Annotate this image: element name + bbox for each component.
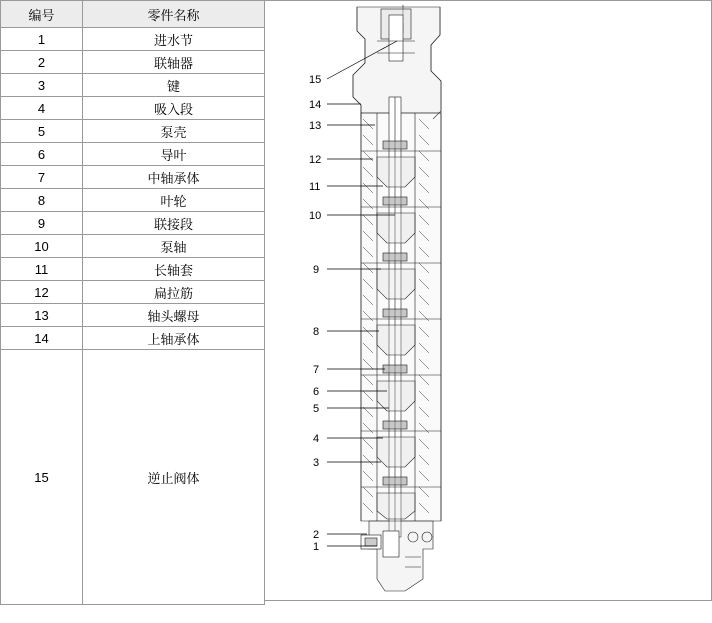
pump-assembly-drawing-panel [264,0,712,601]
cell-name: 轴头螺母 [83,304,265,327]
callout-13: 13 [309,120,322,132]
cell-name: 长轴套 [83,258,265,281]
table-row [1,235,265,258]
cell-name: 叶轮 [83,189,265,212]
cell-name: 上轴承体 [83,327,265,350]
cell-name: 吸入段 [83,97,265,120]
column-header-no: 编号 [1,1,83,28]
callout-10: 10 [309,210,322,222]
callout-1: 1 [313,541,320,553]
cell-no: 13 [1,304,83,327]
suction-inlet-section [361,521,433,591]
cell-no: 2 [1,51,83,74]
table-row [1,97,265,120]
pump-assembly-svg [265,1,711,600]
callout-7: 7 [313,364,320,376]
cell-name: 导叶 [83,143,265,166]
cell-name: 进水节 [83,28,265,51]
table-header [1,1,265,28]
cell-no: 7 [1,166,83,189]
table-row [1,28,265,51]
cell-name: 联轴器 [83,51,265,74]
table-header-row [1,1,265,28]
cell-name: 泵壳 [83,120,265,143]
callout-14: 14 [309,99,322,111]
cell-no: 9 [1,212,83,235]
table-body [1,28,265,605]
callout-9: 9 [313,264,320,276]
cell-name: 泵轴 [83,235,265,258]
callout-12: 12 [309,154,322,166]
table-row [1,327,265,350]
cell-no: 4 [1,97,83,120]
cell-no: 15 [1,350,83,605]
cell-no: 5 [1,120,83,143]
cell-no: 8 [1,189,83,212]
column-header-name: 零件名称 [83,1,265,28]
table-row [1,143,265,166]
parts-table [0,0,265,605]
cell-name: 联接段 [83,212,265,235]
table-row [1,166,265,189]
cell-name: 逆止阀体 [83,350,265,605]
cell-no: 10 [1,235,83,258]
callout-3: 3 [313,457,320,469]
callout-11: 11 [309,181,321,193]
cell-no: 14 [1,327,83,350]
cell-no: 1 [1,28,83,51]
callout-labels [309,74,321,553]
table-row [1,189,265,212]
table-row [1,258,265,281]
callout-8: 8 [313,326,320,338]
callout-5: 5 [313,403,320,415]
table-row [1,74,265,97]
callout-2: 2 [313,529,320,541]
table-row [1,120,265,143]
table-row [1,304,265,327]
cell-no: 12 [1,281,83,304]
cell-name: 键 [83,74,265,97]
table-row [1,212,265,235]
cell-name: 扁拉筋 [83,281,265,304]
table-row [1,350,265,605]
callout-4: 4 [313,433,320,445]
table-row [1,51,265,74]
cell-name: 中轴承体 [83,166,265,189]
callout-15: 15 [309,74,322,86]
cell-no: 11 [1,258,83,281]
callout-6: 6 [313,386,320,398]
cell-no: 3 [1,74,83,97]
cell-no: 6 [1,143,83,166]
table-row [1,281,265,304]
